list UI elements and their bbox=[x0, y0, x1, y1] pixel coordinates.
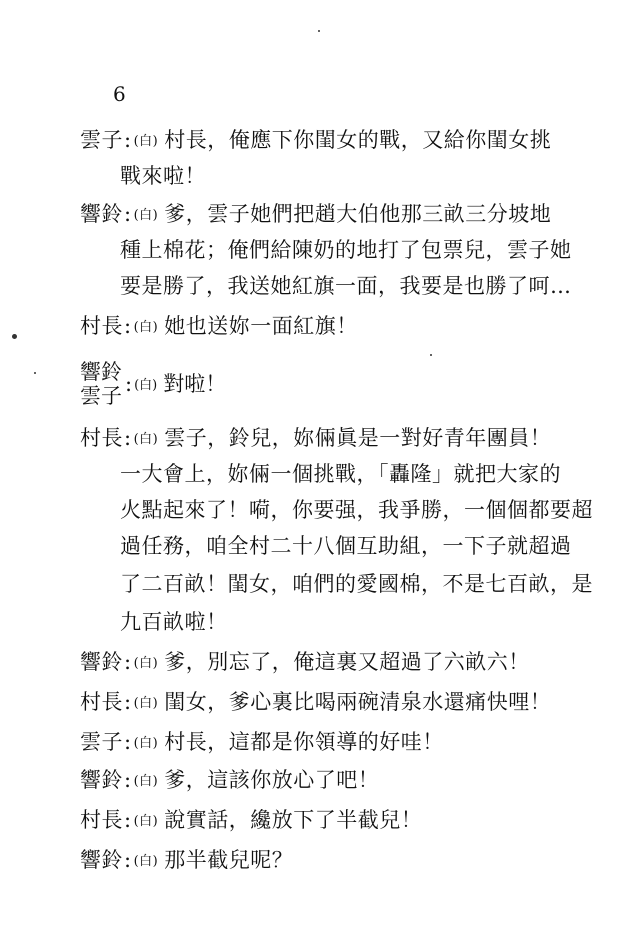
stage-direction: (白) bbox=[133, 814, 159, 829]
stage-direction: (白) bbox=[133, 774, 159, 789]
dialogue-continuation: 要是勝了，我送她紅旗一面，我要是也勝了呵… bbox=[120, 274, 572, 298]
stage-direction: (白) bbox=[133, 134, 159, 149]
dialogue-text: 村長，這都是你領導的好哇！ bbox=[164, 730, 444, 754]
dialogue-line: 村長: (白) 閨女，爹心裏比喝兩碗清泉水還痛快哩！ bbox=[80, 690, 552, 714]
dialogue-continuation: 火點起來了！嗬，你要强，我爭勝，一個個都要超 bbox=[120, 498, 593, 522]
dialogue-continuation: 了二百畝！閨女，咱們的愛國棉，不是七百畝，是 bbox=[120, 572, 593, 596]
dialogue-text: 爹，這該你放心了吧！ bbox=[164, 768, 380, 792]
stage-direction: (白) bbox=[134, 378, 158, 393]
stage-direction: (白) bbox=[133, 854, 159, 869]
dialogue-line: 村長: (白) 說實話，纔放下了半截兒！ bbox=[80, 808, 423, 832]
stage-direction: (白) bbox=[133, 736, 159, 751]
scan-speck bbox=[318, 30, 320, 32]
speaker-name: 村長 bbox=[80, 314, 123, 338]
dialogue-continuation: 種上棉花；俺們給陳奶的地打了包票兒，雲子她 bbox=[120, 238, 572, 262]
dialogue-text: 爹，別忘了，俺這裏又超過了六畝六！ bbox=[164, 650, 530, 674]
dialogue-text: 說實話，纔放下了半截兒！ bbox=[164, 808, 423, 832]
speaker-name: 村長 bbox=[80, 808, 123, 832]
dialogue-continuation: 戰來啦！ bbox=[120, 164, 206, 188]
dialogue-continuation: 一大會上，妳倆一個挑戰，「轟隆」就把大家的 bbox=[120, 462, 561, 486]
speaker-name: 村長 bbox=[80, 690, 123, 714]
speaker-name-bottom: 雲子 bbox=[80, 384, 122, 408]
stage-direction: (白) bbox=[133, 320, 159, 335]
stage-direction: (白) bbox=[133, 656, 159, 671]
speaker-name: 響鈴 bbox=[80, 202, 123, 226]
scan-speck bbox=[12, 334, 17, 339]
dialogue-text: 村長，俺應下你閨女的戰，又給你閨女挑 bbox=[164, 128, 552, 152]
dialogue-text: 爹，雲子她們把趙大伯他那三畝三分坡地 bbox=[164, 202, 552, 226]
dialogue-text: 那半截兒呢？ bbox=[164, 848, 294, 872]
dialogue-text: 雲子，鈴兒，妳倆眞是一對好青年團員！ bbox=[164, 426, 552, 450]
scan-speck bbox=[34, 372, 36, 374]
dialogue-line: 雲子: (白) 村長，這都是你領導的好哇！ bbox=[80, 730, 444, 754]
dialogue-continuation: 九百畝啦！ bbox=[120, 610, 228, 634]
dialogue-text: 她也送妳一面紅旗！ bbox=[164, 314, 358, 338]
speaker-name: 雲子 bbox=[80, 128, 123, 152]
dialogue-line: 村長: (白) 雲子，鈴兒，妳倆眞是一對好青年團員！ bbox=[80, 426, 552, 450]
stage-direction: (白) bbox=[133, 208, 159, 223]
speaker-name: 響鈴 bbox=[80, 650, 123, 674]
dialogue-line: 響鈴: (白) 爹，這該你放心了吧！ bbox=[80, 768, 380, 792]
dialogue-text: 閨女，爹心裏比喝兩碗清泉水還痛快哩！ bbox=[164, 690, 552, 714]
dialogue-line: 響鈴: (白) 爹，雲子她們把趙大伯他那三畝三分坡地 bbox=[80, 202, 552, 226]
dialogue-continuation: 過任務，咱全村二十八個互助組，一下子就超過 bbox=[120, 534, 572, 558]
page-number: 6 bbox=[113, 82, 126, 106]
dialogue-text: 對啦！ bbox=[163, 372, 227, 396]
speaker-name: 響鈴 bbox=[80, 848, 123, 872]
speaker-name: 雲子 bbox=[80, 730, 123, 754]
dialogue-line: 響鈴: (白) 爹，別忘了，俺這裏又超過了六畝六！ bbox=[80, 650, 530, 674]
stage-direction: (白) bbox=[133, 432, 159, 447]
dialogue-line: 響鈴: (白) 那半截兒呢？ bbox=[80, 848, 294, 872]
speaker-name-top: 響鈴 bbox=[80, 360, 122, 384]
stage-direction: (白) bbox=[133, 696, 159, 711]
scan-speck bbox=[430, 354, 432, 356]
dialogue-line: 村長: (白) 她也送妳一面紅旗！ bbox=[80, 314, 358, 338]
speaker-name: 村長 bbox=[80, 426, 123, 450]
speaker-name: 響鈴 bbox=[80, 768, 123, 792]
joint-dialogue-line: 響鈴 雲子 : (白) 對啦！ bbox=[80, 360, 227, 408]
dialogue-line: 雲子: (白) 村長，俺應下你閨女的戰，又給你閨女挑 bbox=[80, 128, 552, 152]
